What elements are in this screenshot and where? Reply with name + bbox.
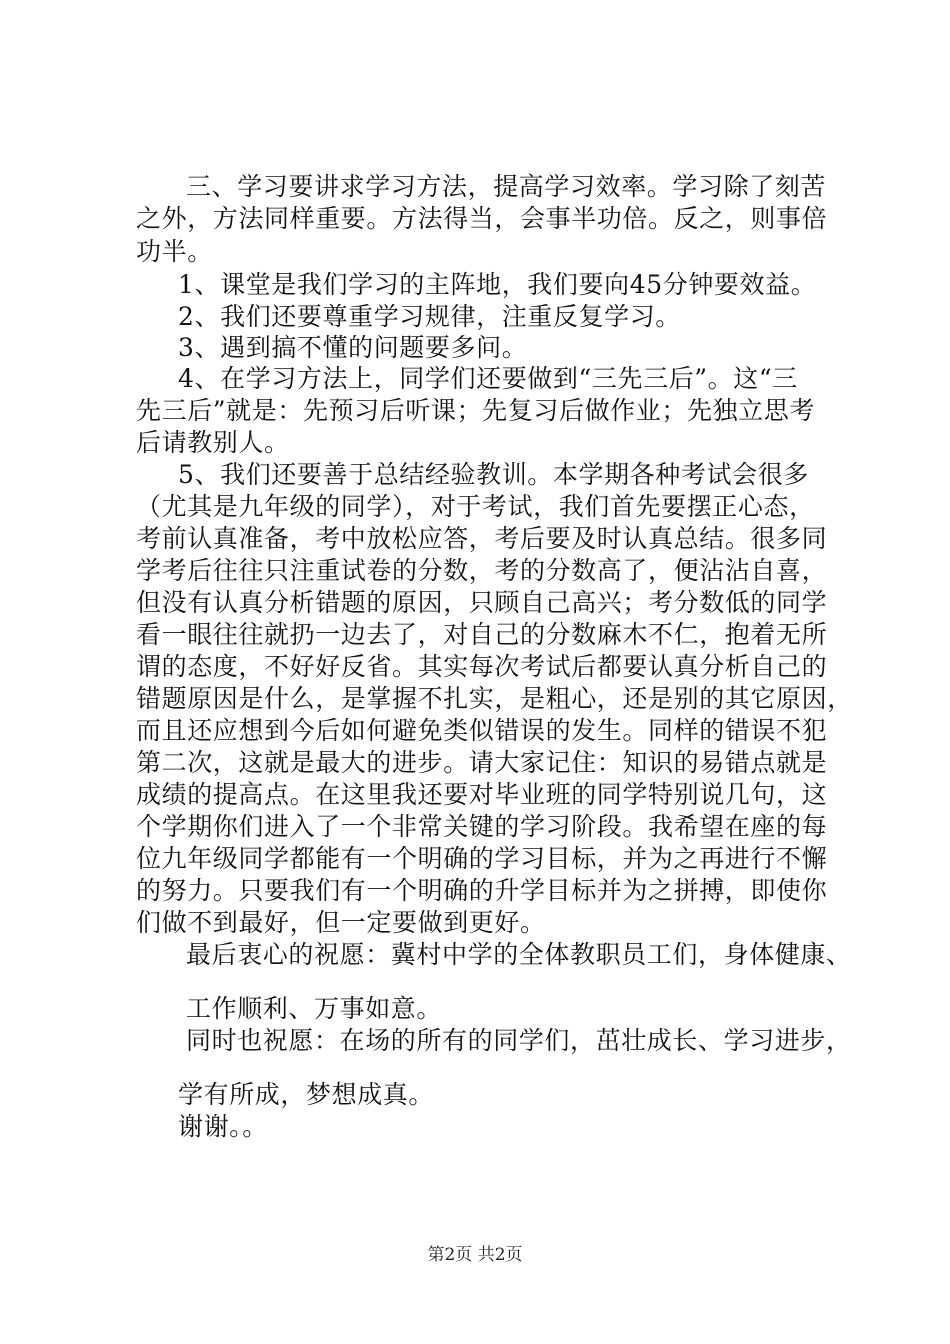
text-line: （尤其是九年级的同学），对于考试，我们首先要摆正心态， (136, 492, 815, 521)
text-line: 1、课堂是我们学习的主阵地，我们要向45分钟要效益。 (178, 270, 817, 299)
text-line: 的努力。只要我们有一个明确的升学目标并为之拼搏，即使你 (136, 876, 828, 905)
text-line: 第二次，这就是最大的进步。请大家记住：知识的易错点就是 (136, 748, 828, 777)
text-line: 5、我们还要善于总结经验教训。本学期各种考试会很多 (178, 460, 809, 489)
text-line: 同时也祝愿：在场的所有的同学们，茁壮成长、学习进步， (186, 1026, 852, 1055)
text-line: 看一眼往往就扔一边去了，对自己的分数麻木不仁，抱着无所 (136, 620, 828, 649)
text-line: 4、在学习方法上，同学们还要做到“三先三后”。这“三 (178, 364, 798, 393)
text-line: 3、遇到搞不懂的问题要多问。 (178, 333, 528, 362)
text-line: 工作顺利、万事如意。 (186, 994, 443, 1023)
text-line: 三、学习要讲求学习方法，提高学习效率。学习除了刻苦 (186, 172, 827, 201)
text-line: 个学期你们进入了一个非常关键的学习阶段。我希望在座的每 (136, 812, 828, 841)
text-line: 们做不到最好，但一定要做到更好。 (136, 908, 546, 937)
text-line: 功半。 (136, 237, 213, 266)
text-line: 谢谢。。 (178, 1112, 268, 1141)
text-line: 之外，方法同样重要。方法得当，会事半功倍。反之，则事倍 (136, 204, 828, 233)
text-line: 学考后往往只注重试卷的分数，考的分数高了，便沾沾自喜， (136, 556, 828, 585)
page-number: 第2页 共2页 (427, 1245, 523, 1265)
text-line: 错题原因是什么，是掌握不扎实，是粗心，还是别的其它原因， (136, 684, 853, 713)
text-line: 考前认真准备，考中放松应答，考后要及时认真总结。很多同 (136, 524, 828, 553)
text-line: 后请教别人。 (136, 428, 290, 457)
text-line: 成绩的提高点。在这里我还要对毕业班的同学特别说几句，这 (136, 780, 828, 809)
text-line: 但没有认真分析错题的原因，只顾自己高兴；考分数低的同学 (136, 588, 828, 617)
text-line: 学有所成，梦想成真。 (178, 1080, 435, 1109)
text-line: 2、我们还要尊重学习规律，注重反复学习。 (178, 302, 681, 331)
text-line: 谓的态度，不好好反省。其实每次考试后都要认真分析自己的 (136, 652, 828, 681)
text-line: 位九年级同学都能有一个明确的学习目标，并为之再进行不懈 (136, 844, 828, 873)
text-line: 最后衷心的祝愿：冀村中学的全体教职员工们，身体健康、 (186, 940, 852, 969)
text-line: 而且还应想到今后如何避免类似错误的发生。同样的错误不犯 (136, 716, 828, 745)
text-line: 先三后”就是：先预习后听课；先复习后做作业；先独立思考 (136, 396, 815, 425)
